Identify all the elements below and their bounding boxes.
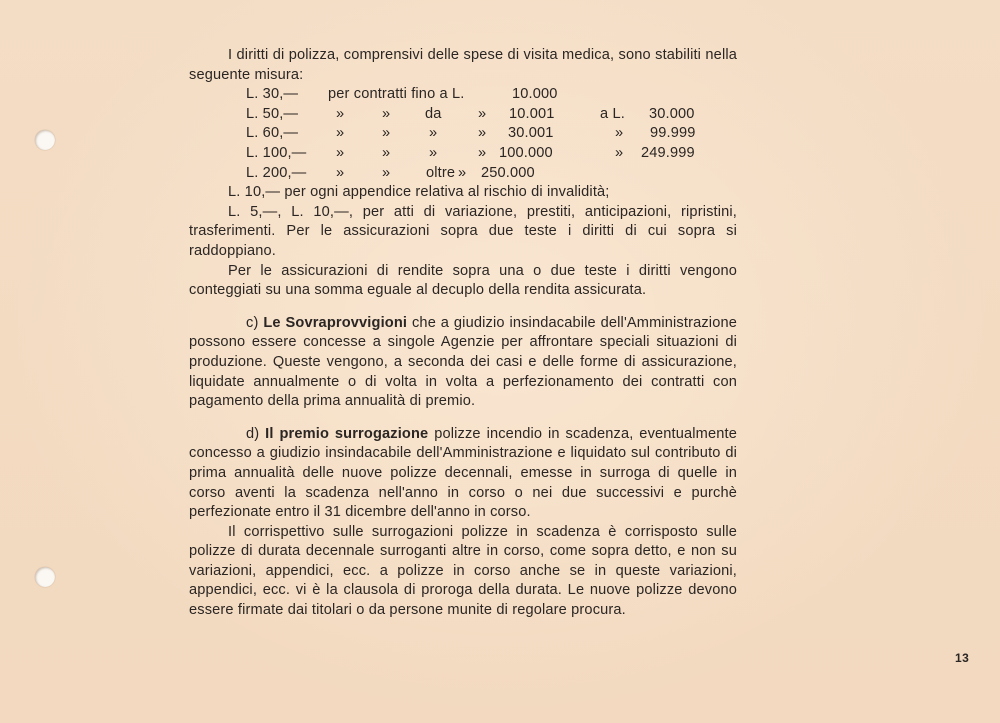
rate-from: 30.001 — [508, 125, 554, 142]
rate-ditto: » — [336, 164, 345, 181]
rate-ditto: » — [478, 105, 487, 122]
rate-ditto: » — [382, 164, 391, 181]
rate-row — [189, 85, 737, 105]
page-body — [189, 46, 737, 621]
rate-to: 30.000 — [649, 105, 695, 122]
binder-hole-bottom — [35, 567, 55, 587]
rate-from: 100.000 — [499, 144, 553, 161]
rate-ditto: » — [336, 125, 345, 142]
rate-amount: L. 50,— — [246, 105, 299, 122]
rate-ditto: » — [429, 125, 438, 142]
rate-row — [189, 144, 737, 164]
section-d-title: Il premio surrogazione — [265, 425, 429, 442]
rate-ditto: » — [478, 144, 487, 161]
rate-from: 10.001 — [509, 105, 555, 122]
rate-word: oltre — [426, 164, 456, 181]
section-c-title: Le Sovraprovvigioni — [263, 314, 408, 331]
rate-ditto: » — [382, 105, 391, 122]
rate-amount: L. 200,— — [246, 164, 307, 181]
rate-ditto: » — [429, 144, 438, 161]
page-number: 13 — [955, 651, 970, 665]
rate-row — [189, 124, 737, 144]
rate-ditto: » — [478, 125, 487, 142]
rate-word: da — [425, 105, 442, 122]
variations-paragraph: L. 5,—, L. 10,—, per atti di variazione, prestiti, anticipazioni, ripristini, trasferimenti. Per le assicurazioni sopra due teste i diritti di cui sopra si raddoppiano. — [189, 203, 737, 259]
binder-hole-top — [35, 130, 55, 150]
rate-to: 249.999 — [641, 144, 695, 161]
rate-to: 99.999 — [650, 125, 696, 142]
rate-to-prefix: » — [615, 144, 624, 161]
rate-row — [189, 164, 737, 184]
rate-amount: L. 60,— — [246, 125, 299, 142]
section-d-body: polizze incendio in scadenza, eventualmente concesso a giudizio insindacabile dell'Amministrazione e liquidato sul contributo di prima annualità delle nuove polizze decennali, emesse in surroga di quelle in corso aventi la scadenza nell'anno in corso o nei due successivi e purchè perfezionate entro il 31 dicembre dell'anno in corso. — [189, 425, 737, 521]
rate-ditto: » — [458, 164, 467, 181]
intro-paragraph: I diritti di polizza, comprensivi delle spese di visita medica, sono stabiliti nella seguente misura: — [189, 47, 737, 83]
rate-table — [189, 85, 737, 183]
rate-ditto: » — [336, 105, 345, 122]
appendix-line: L. 10,— per ogni appendice relativa al rischio di invalidità; — [228, 184, 610, 201]
rate-from: 10.000 — [512, 86, 558, 103]
section-c-marker: c) — [246, 314, 259, 331]
rate-ditto: » — [382, 125, 391, 142]
final-paragraph: Il corrispettivo sulle surrogazioni polizze in scadenza è corrisposto sulle polizze di durata decennale surroganti altre in corso, come sopra detto, e non su variazioni, appendici, ecc. a polizze in corso anche se in queste variazioni, appendici, ecc. vi è la clausola di proroga della durata. Le nuove polizze devono essere firmate dai titolari o da persone munite di regolare procura. — [189, 523, 737, 619]
section-c — [189, 314, 737, 412]
rate-ditto: » — [382, 144, 391, 161]
rate-to-prefix: a L. — [600, 105, 625, 122]
rate-to-prefix: » — [615, 125, 624, 142]
section-d — [189, 425, 737, 523]
annuity-paragraph: Per le assicurazioni di rendite sopra una o due teste i diritti vengono conteggiati su una somma eguale al decuplo della rendita assicurata. — [189, 262, 737, 299]
rate-amount: L. 100,— — [246, 144, 307, 161]
rate-desc: per contratti fino a L. — [328, 86, 465, 103]
rate-amount: L. 30,— — [246, 86, 299, 103]
section-c-body: che a giudizio insindacabile dell'Amministrazione possono essere concesse a singole Agenzie per affrontare speciali situazioni di produzione. Queste vengono, a seconda dei casi e delle forme di assicurazione, liquidate annualmente o di volta in volta a perfezionamento dei contratti con pagamento della prima annualità di premio. — [189, 314, 737, 410]
section-d-marker: d) — [246, 425, 260, 442]
rate-ditto: » — [336, 144, 345, 161]
rate-from: 250.000 — [481, 164, 535, 181]
rate-row — [189, 105, 737, 125]
